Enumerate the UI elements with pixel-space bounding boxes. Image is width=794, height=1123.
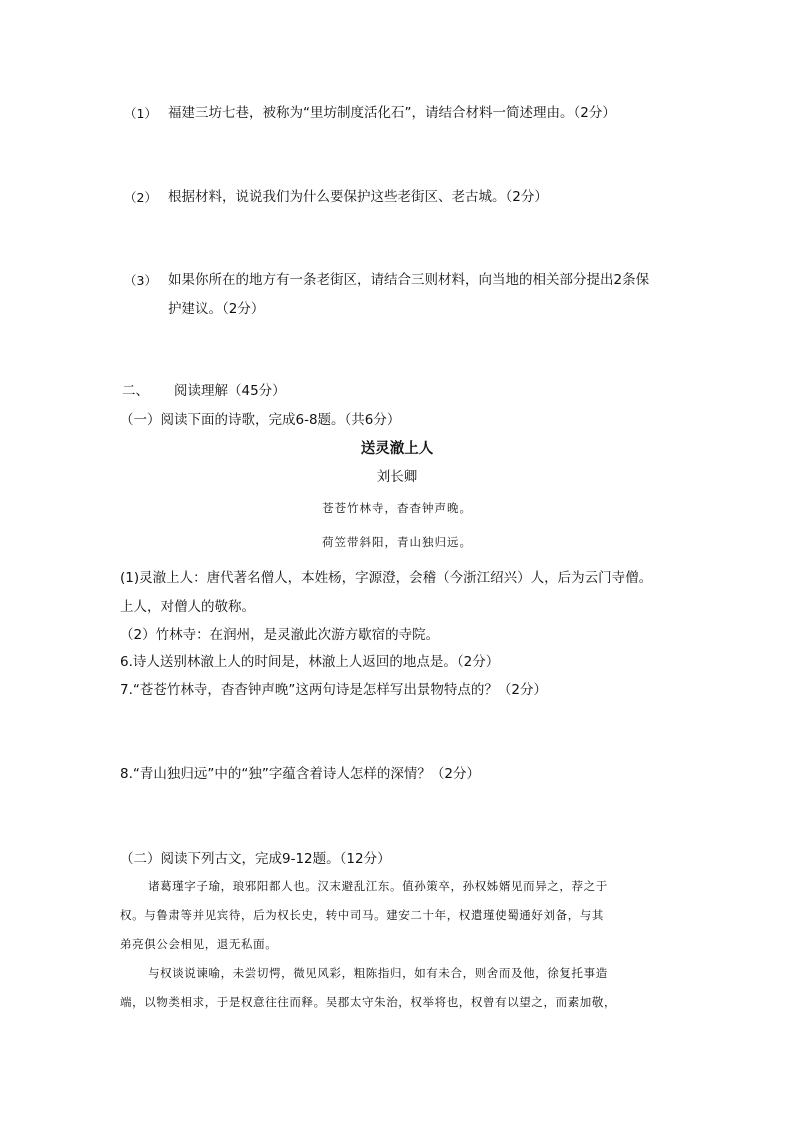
poem-line: 苍苍竹林寺，杳杳钟声晚。 — [322, 501, 472, 515]
passage-line: 弟亮俱公会相见，退无私面。 — [120, 937, 278, 951]
question-number: （3） — [124, 273, 157, 288]
question-7: 7.“苍苍竹林寺，杳杳钟声晚”这两句诗是怎样写出景物特点的？（2分） — [120, 682, 547, 698]
annotation-note: (1)灵澈上人：唐代著名僧人，本姓杨，字源澄，会稽（今浙江绍兴）人，后为云门寺僧。 — [120, 570, 653, 586]
question-number: （2） — [124, 190, 157, 205]
passage-line: 权。与鲁肃等并见宾待，后为权长史，转中司马。建安二十年，权遣瑾使蜀通好刘备，与其 — [120, 908, 604, 922]
poem-author: 刘长卿 — [376, 469, 418, 485]
question-text: 福建三坊七巷，被称为“里坊制度活化石”，请结合材料一简述理由。（2分） — [168, 105, 616, 121]
question-8: 8.“青山独归远”中的“独”字蕴含着诗人怎样的深情？（2分） — [120, 766, 480, 782]
section-heading: 阅读理解（45分） — [174, 383, 286, 399]
question-text-continued: 护建议。（2分） — [168, 301, 265, 317]
annotation-note: 上人，对僧人的敬称。 — [120, 599, 255, 615]
section-heading-number: 二、 — [122, 383, 149, 399]
question-text: 如果你所在的地方有一条老街区，请结合三则材料，向当地的相关部分提出2条保 — [168, 272, 650, 288]
part-intro-classical: （二）阅读下列古文，完成9-12题。（12分） — [120, 851, 391, 867]
question-6: 6.诗人送别林澈上人的时间是，林澈上人返回的地点是。（2分） — [120, 654, 500, 670]
question-number: （1） — [124, 106, 157, 121]
part-intro-poem: （一）阅读下面的诗歌，完成6-8题。（共6分） — [120, 412, 401, 428]
question-text: 根据材料，说说我们为什么要保护这些老街区、老古城。（2分） — [168, 189, 548, 205]
poem-title: 送灵澈上人 — [360, 441, 434, 457]
annotation-note: （2）竹林寺：在润州，是灵澈此次游方歇宿的寺院。 — [120, 627, 440, 643]
passage-line: 与权谈说谏喻，未尝切愕，微见风彩，粗陈指归，如有未合，则舍而及他，徐复托事造 — [148, 966, 608, 980]
passage-line: 端，以物类相求，于是权意往往而释。吴郡太守朱治，权举将也，权曾有以望之，而素加敬， — [120, 995, 617, 1009]
passage-line: 诸葛瑾字子瑜，琅邪阳都人也。汉末避乱江东。值孙策卒，孙权姊婿见而异之，荐之于 — [148, 879, 608, 893]
poem-line: 荷笠带斜阳，青山独归远。 — [322, 535, 472, 549]
